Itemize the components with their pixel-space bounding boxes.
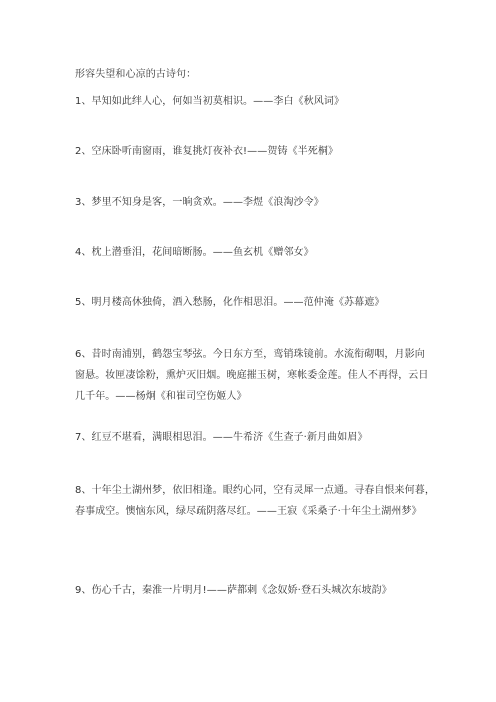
- poem-6-row-2: 窗悬。妆匣凄馀粉，熏炉灭旧烟。晚庭摧玉树，寒帐委金莲。佳人不再得，云日: [75, 370, 429, 381]
- poem-line-4: 4、枕上潜垂泪，花间暗断肠。——鱼玄机《赠邻女》: [75, 247, 314, 258]
- poem-paragraph-6: [75, 344, 429, 407]
- page-heading: 形容失望和心凉的古诗句：: [75, 69, 197, 80]
- poem-line-1: 1、早知如此绊人心，何如当初莫相识。——李白《秋风词》: [75, 96, 345, 107]
- poem-line-7: 7、红豆不堪看，满眼相思泪。——牛希济《生查子·新月曲如眉》: [75, 432, 368, 443]
- poem-line-5: 5、明月楼高休独倚，酒入愁肠，化作相思泪。——范仲淹《苏幕遮》: [75, 297, 385, 308]
- poem-6-row-3: 几千年。——杨炯《和崔司空伤姬人》: [75, 391, 247, 402]
- poem-8-row-1: 8、十年尘土湖州梦，依旧相逢。眼约心同，空有灵犀一点通。寻春自恨来何暮，: [75, 485, 435, 496]
- poem-8-row-2: 春事成空。懊恼东风，绿尽疏阴落尽红。——王寂《采桑子·十年尘土湖州梦》: [75, 506, 422, 517]
- poem-6-row-1: 6、昔时南浦别，鹤怨宝琴弦。今日东方至，鸾销珠镜前。水流衔砌咽，月影向: [75, 349, 425, 360]
- poem-line-2: 2、空床卧听南窗雨，谁复挑灯夜补衣!——贺铸《半死桐》: [75, 146, 339, 157]
- poem-paragraph-8: [75, 480, 435, 522]
- poem-line-3: 3、梦里不知身是客，一晌贪欢。——李煜《浪淘沙令》: [75, 197, 324, 208]
- poem-line-9: 9、伤心千古，秦淮一片明月!——萨都剌《念奴娇·登石头城次东坡韵》: [75, 585, 392, 596]
